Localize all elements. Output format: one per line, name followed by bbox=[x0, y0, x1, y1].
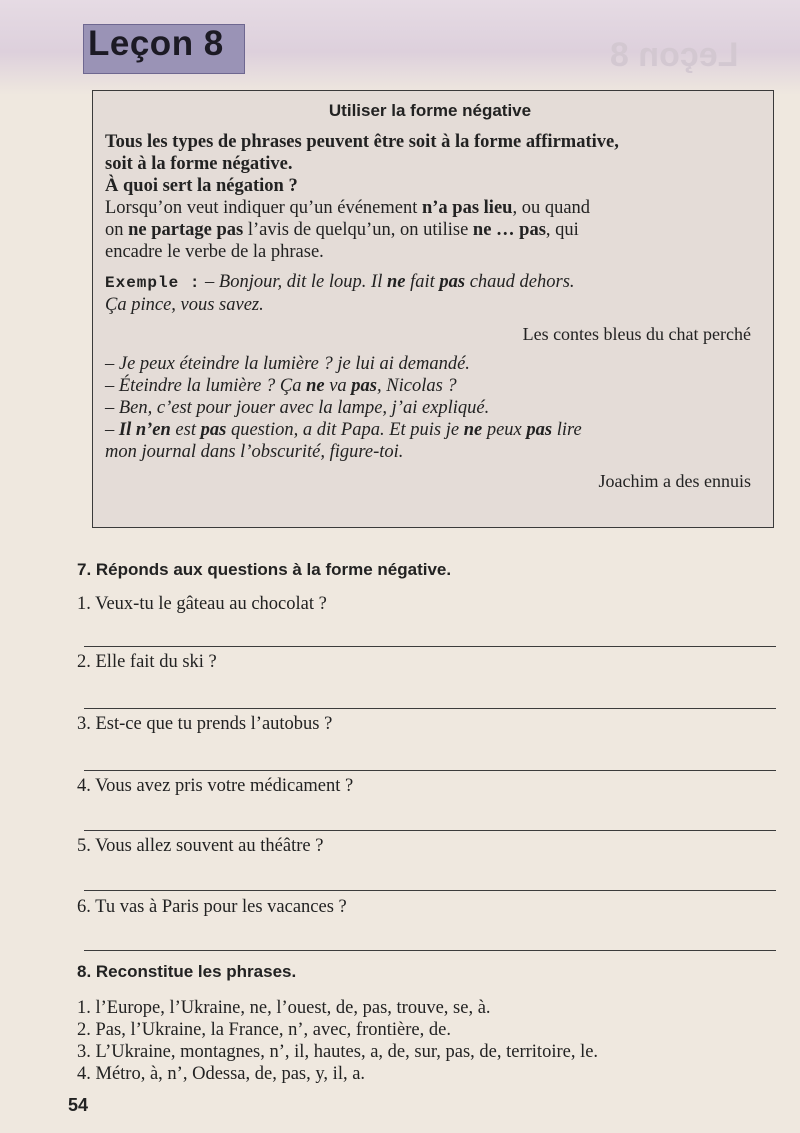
exercise-8-title: 8. Reconstitue les phrases. bbox=[77, 962, 297, 981]
question-5: 5. Vous allez souvent au théâtre ? bbox=[77, 836, 324, 856]
dialog-line: – Ben, c’est pour jouer avec la lampe, j’ai expliqué. bbox=[105, 398, 490, 418]
question-1: 1. Veux-tu le gâteau au chocolat ? bbox=[77, 594, 327, 614]
question-4: 4. Vous avez pris votre médicament ? bbox=[77, 776, 354, 796]
rule-paragraph-line: Tous les types de phrases peuvent être soit à la forme affirmative, bbox=[105, 132, 619, 152]
example-line: Exemple : – Bonjour, dit le loup. Il ne fait pas chaud dehors. bbox=[105, 272, 575, 292]
rule-content bbox=[105, 101, 755, 492]
lesson-title: Leçon 8 bbox=[88, 24, 224, 63]
exercise-7-title: 7. Réponds aux questions à la forme négative. bbox=[77, 560, 452, 579]
rule-paragraph-line: on ne partage pas l’avis de quelqu’un, on utilise ne … pas, qui bbox=[105, 220, 579, 240]
dialog-line: mon journal dans l’obscurité, figure-toi. bbox=[105, 442, 404, 462]
answer-line-5 bbox=[84, 890, 776, 891]
answer-line-3 bbox=[84, 770, 776, 771]
dialog-line: – Je peux éteindre la lumière ? je lui ai demandé. bbox=[105, 354, 470, 374]
exercise-8-item-2: 2. Pas, l’Ukraine, la France, n’, avec, frontière, de. bbox=[77, 1020, 451, 1040]
example-source: Les contes bleus du chat perché bbox=[522, 324, 751, 344]
page-number: 54 bbox=[68, 1095, 89, 1115]
exercise-8-item-4: 4. Métro, à, n’, Odessa, de, pas, y, il, a. bbox=[77, 1064, 366, 1084]
exercise-8-item-1: 1. l’Europe, l’Ukraine, ne, l’ouest, de, pas, trouve, se, à. bbox=[77, 998, 491, 1018]
answer-line-2 bbox=[84, 708, 776, 709]
rule-paragraph-line: encadre le verbe de la phrase. bbox=[105, 242, 324, 262]
answer-line-4 bbox=[84, 830, 776, 831]
dialog-line: – Il n’en est pas question, a dit Papa. Et puis je ne peux pas lire bbox=[105, 420, 582, 440]
title-bleed-through: Leçon 8 bbox=[610, 36, 739, 74]
rule-paragraph-line: soit à la forme négative. bbox=[105, 154, 293, 174]
question-6: 6. Tu vas à Paris pour les vacances ? bbox=[77, 897, 347, 917]
question-3: 3. Est-ce que tu prends l’autobus ? bbox=[77, 714, 333, 734]
rule-question: À quoi sert la négation ? bbox=[105, 176, 298, 196]
example-line: Ça pince, vous savez. bbox=[105, 295, 264, 315]
rule-box bbox=[92, 90, 774, 528]
dialog-source: Joachim a des ennuis bbox=[598, 471, 751, 491]
rule-paragraph-line: Lorsqu’on veut indiquer qu’un événement n’a pas lieu, ou quand bbox=[105, 198, 591, 218]
question-2: 2. Elle fait du ski ? bbox=[77, 652, 217, 672]
answer-line-1 bbox=[84, 646, 776, 647]
dialog-line: – Éteindre la lumière ? Ça ne va pas, Nicolas ? bbox=[105, 376, 457, 396]
rule-title: Utiliser la forme négative bbox=[328, 101, 532, 120]
exercise-8-item-3: 3. L’Ukraine, montagnes, n’, il, hautes, a, de, sur, pas, de, territoire, le. bbox=[77, 1042, 599, 1062]
answer-line-6 bbox=[84, 950, 776, 951]
